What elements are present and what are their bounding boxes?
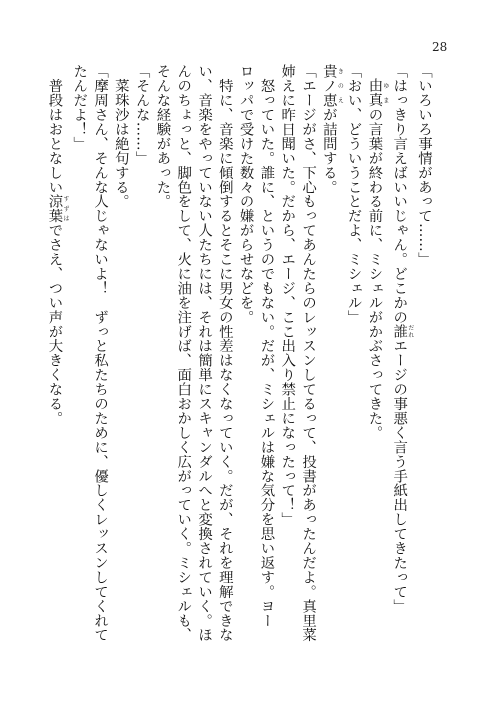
ruby-word — [391, 324, 414, 339]
text-line: 菜珠沙は絶句する。 — [112, 64, 129, 209]
text-line: 「摩周さん、そんな人じゃないよ！ ずっと私たちのために、優しくレッスンしてくれて — [92, 64, 109, 642]
text-fragment: エージの事悪く言う手紙出してきたって」 — [391, 338, 408, 614]
vertical-text-body — [46, 64, 434, 664]
text-line: そんな経験があった。 — [154, 64, 171, 209]
text-line: 「いろいろ事情があって……」 — [416, 64, 432, 267]
text-line: 特に、音楽に傾倒するとそこに男女の性差はなくなっていく。だが、それを理解できな — [216, 64, 233, 642]
text-line: 「そんな……」 — [133, 64, 150, 166]
ruby-base: 貴ノ恵 — [320, 64, 337, 108]
text-fragment: が詰問する。 — [320, 107, 337, 195]
ruby-reading: ゆま — [381, 78, 389, 108]
ruby-word — [46, 194, 69, 223]
text-line — [318, 64, 343, 664]
text-line: 「エージがさ、下心もってあんたらのレッスンしてるって、投書があったんだよ。真里菜 — [300, 64, 317, 642]
ruby-base: 誰 — [391, 324, 408, 339]
ruby-reading: きのえ — [336, 64, 344, 108]
text-fragment: の言葉が終わる前に、ミシェルがかぶさってきた。 — [366, 107, 383, 440]
text-fragment: 普段はおとなしい — [46, 64, 63, 195]
page-number: 28 — [432, 40, 448, 54]
text-line: んのちょっと、脚色をして、火に油を注げば、面白おかしく広がっていく。ミシェルも、 — [175, 64, 192, 642]
ruby-base: 涼葉 — [46, 194, 63, 223]
ruby-reading: すずは — [61, 194, 69, 223]
text-line — [44, 64, 69, 664]
text-line — [388, 64, 413, 664]
text-fragment: 「はっきり言えばいいじゃん。どこかの — [391, 64, 408, 325]
ruby-word — [320, 64, 344, 108]
text-line: 「おい、どういうことだよ、ミシェル」 — [345, 64, 362, 325]
text-line — [364, 64, 389, 664]
text-line: 姉えに昨日聞いた。だから、エージ、ここ出入り禁止になったって！」 — [279, 64, 296, 527]
text-line: 怒っていた。誰に、というのでもない。だが、ミシェルは嫌な気分を思い返す。ヨー — [258, 64, 275, 628]
text-line: たんだよ！」 — [71, 64, 88, 151]
text-fragment: でさえ、つい声が大きくなる。 — [46, 222, 63, 426]
text-line: い、音楽をやっていない人たちには、それは簡単にスキャンダルへと変換されていく。ほ — [196, 64, 213, 642]
text-line: ロッパで受けた数々の嫌がらせなどを。 — [237, 64, 254, 325]
ruby-base: 由真 — [366, 78, 383, 108]
ruby-word — [366, 78, 389, 108]
ruby-reading: だれ — [406, 324, 414, 339]
